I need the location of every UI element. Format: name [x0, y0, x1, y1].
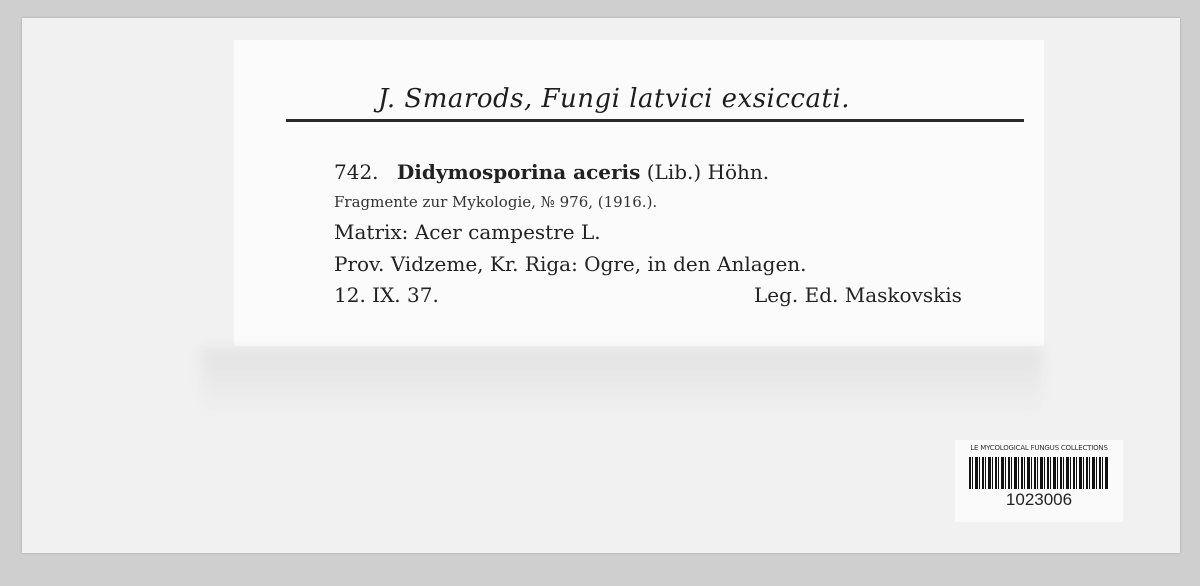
matrix-line: Matrix: Acer campestre L.: [334, 220, 601, 244]
locality-line: Prov. Vidzeme, Kr. Riga: Ogre, in den Anlagen.: [334, 252, 807, 276]
reference-line: Fragmente zur Mykologie, № 976, (1916.).: [334, 193, 658, 211]
entry-line-taxon: [334, 160, 769, 184]
taxon-name: Didymosporina aceris: [396, 160, 641, 184]
barcode-institution: LE MYCOLOGICAL FUNGUS COLLECTIONS: [970, 444, 1108, 452]
collection-date: 12. IX. 37.: [334, 283, 439, 307]
entry-number: 742.: [334, 160, 379, 184]
date-collector-line: [334, 283, 962, 307]
barcode-number: 1023006: [1005, 490, 1073, 509]
title-rule: [286, 119, 1024, 122]
series-title: J. Smarods, Fungi latvici exsiccati.: [377, 84, 851, 114]
taxon-authority: (Lib.) Höhn.: [646, 160, 770, 184]
barcode-bars: [969, 457, 1109, 489]
barcode-label: [955, 440, 1123, 522]
specimen-label: [234, 40, 1044, 346]
collector: Leg. Ed. Maskovskis: [754, 283, 962, 307]
